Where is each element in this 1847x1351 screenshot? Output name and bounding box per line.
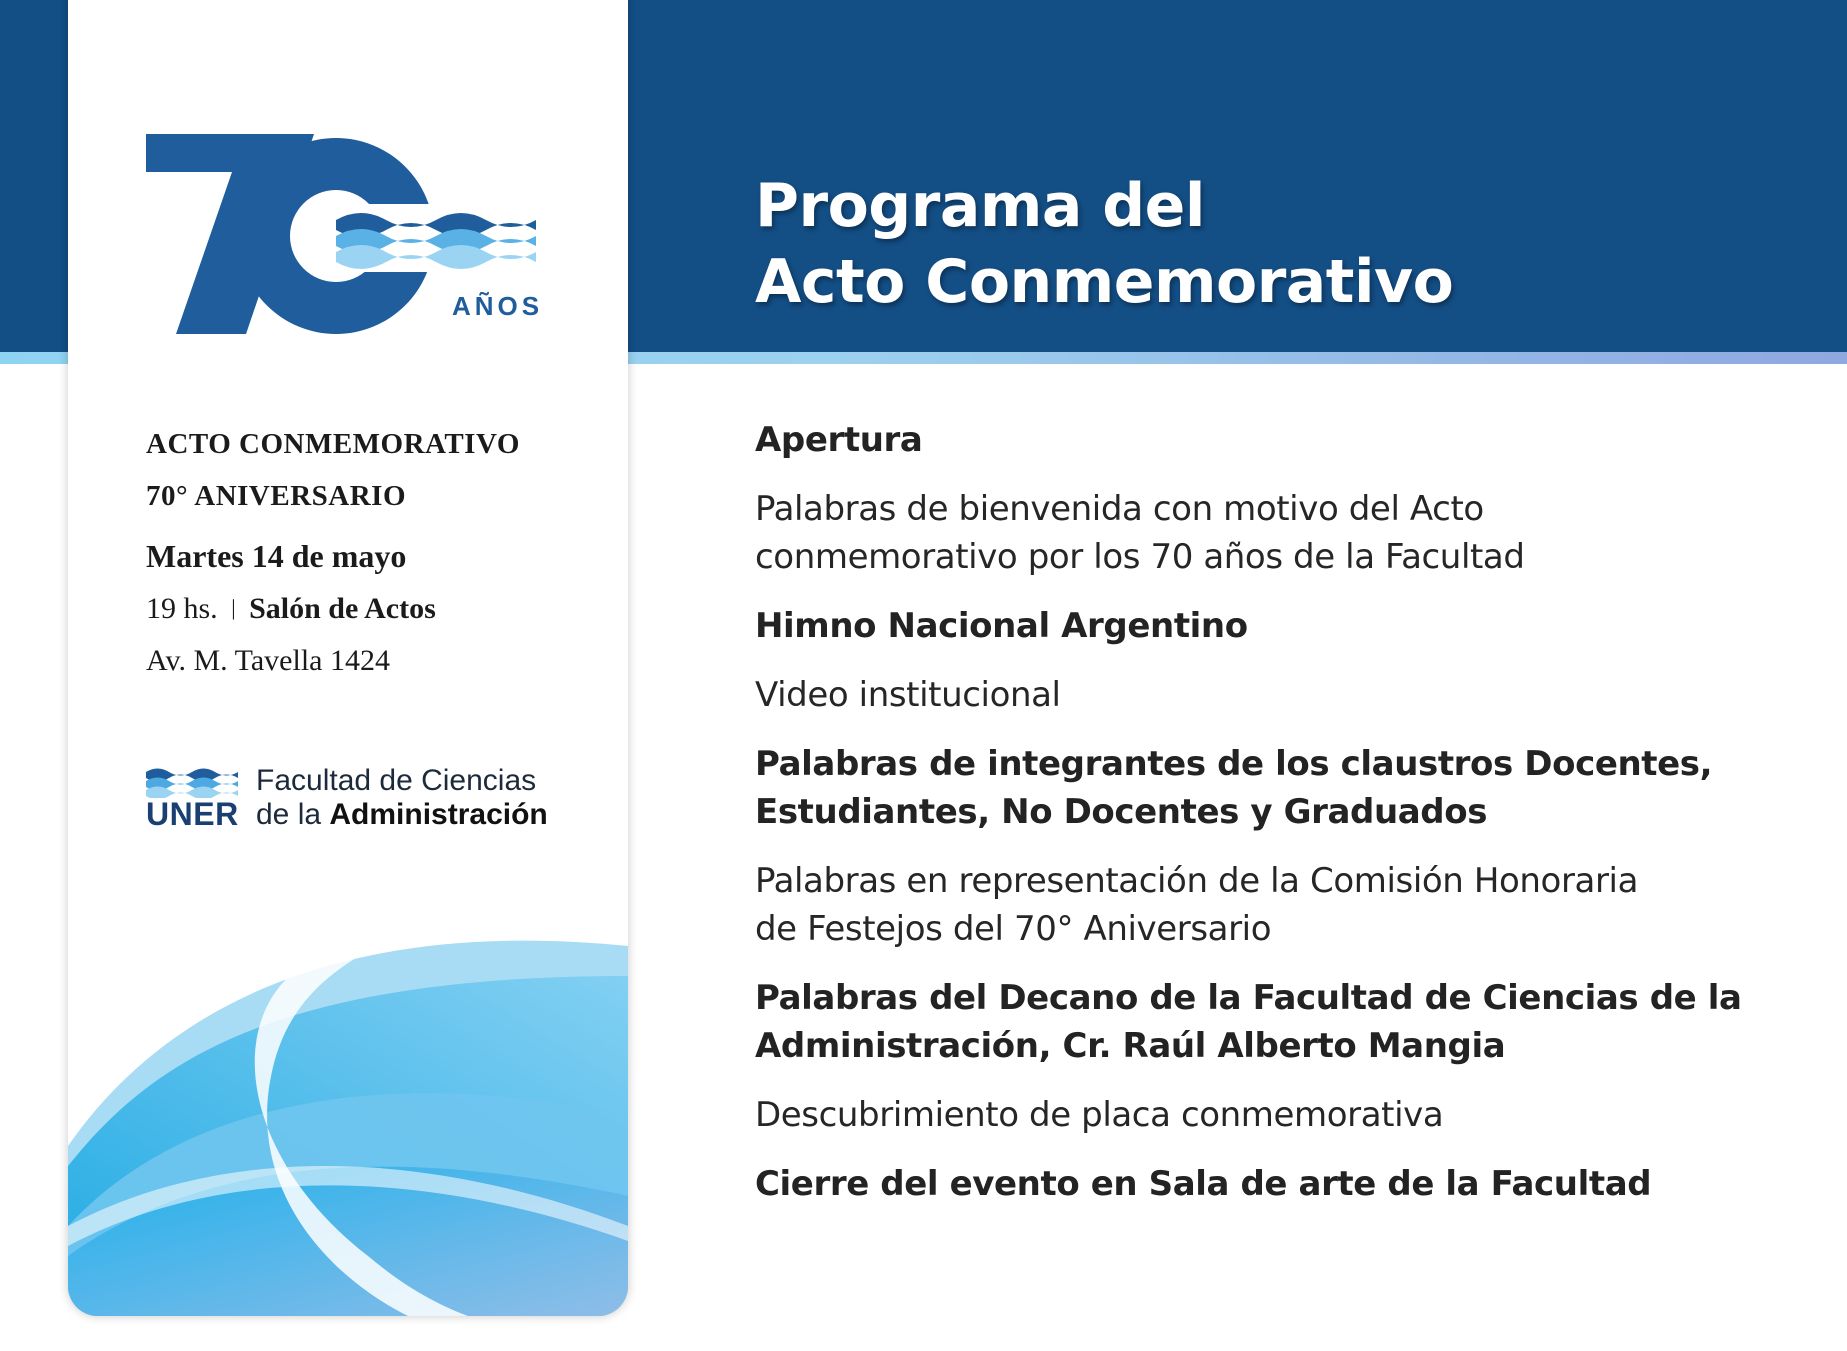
event-address: Av. M. Tavella 1424	[146, 644, 390, 677]
uner-logo-text: UNER	[146, 796, 239, 832]
event-venue: Salón de Actos	[249, 592, 436, 625]
program-item	[755, 974, 1755, 1070]
program-item	[755, 740, 1755, 836]
faculty-name-line1: Facultad de Ciencias	[256, 764, 537, 797]
program-item-text: Palabras de integrantes de los claustros Docentes,	[755, 744, 1713, 784]
program-title	[755, 168, 1453, 320]
program-item-text: de Festejos del 70° Aniversario	[755, 909, 1272, 949]
program-item-text: Cierre del evento en Sala de arte de la Facultad	[755, 1164, 1652, 1204]
program-title-line1: Programa del	[755, 171, 1205, 241]
program-item	[755, 671, 1755, 719]
event-title-line1: ACTO CONMEMORATIVO	[146, 428, 520, 460]
event-time-venue	[146, 592, 436, 626]
program-item-text: Video institucional	[755, 675, 1061, 715]
faculty-name-line2	[256, 798, 548, 832]
program-item	[755, 416, 1755, 464]
event-date: Martes 14 de mayo	[146, 538, 407, 574]
uner-waves-icon	[146, 766, 238, 798]
program-list	[755, 416, 1755, 1229]
program-item-text: Descubrimiento de placa conmemorativa	[755, 1095, 1444, 1135]
program-item	[755, 1091, 1755, 1139]
program-item	[755, 485, 1755, 581]
program-item-text: Apertura	[755, 420, 923, 460]
program-title-line2: Acto Conmemorativo	[755, 247, 1454, 317]
program-item-text: Himno Nacional Argentino	[755, 606, 1248, 646]
decorative-wave-graphic	[68, 896, 628, 1316]
event-time: 19 hs.	[146, 592, 218, 625]
program-item-text: Administración, Cr. Raúl Alberto Mangia	[755, 1026, 1506, 1066]
program-item	[755, 602, 1755, 650]
separator: |	[231, 595, 236, 620]
program-item	[755, 857, 1755, 953]
event-title-line2: 70° ANIVERSARIO	[146, 480, 407, 512]
program-item-text: Palabras del Decano de la Facultad de Ciencias de la	[755, 978, 1742, 1018]
faculty-name-bold: Administración	[329, 798, 548, 831]
faculty-prefix: de la	[256, 798, 330, 831]
program-item-text: Palabras en representación de la Comisión Honoraria	[755, 861, 1639, 901]
info-card	[68, 0, 628, 1316]
program-item-text: conmemorativo por los 70 años de la Facultad	[755, 537, 1525, 577]
program-item-text: Palabras de bienvenida con motivo del Acto	[755, 489, 1484, 529]
logo-anos-label: AÑOS	[452, 291, 544, 321]
program-item	[755, 1160, 1755, 1208]
program-item-text: Estudiantes, No Docentes y Graduados	[755, 792, 1488, 832]
